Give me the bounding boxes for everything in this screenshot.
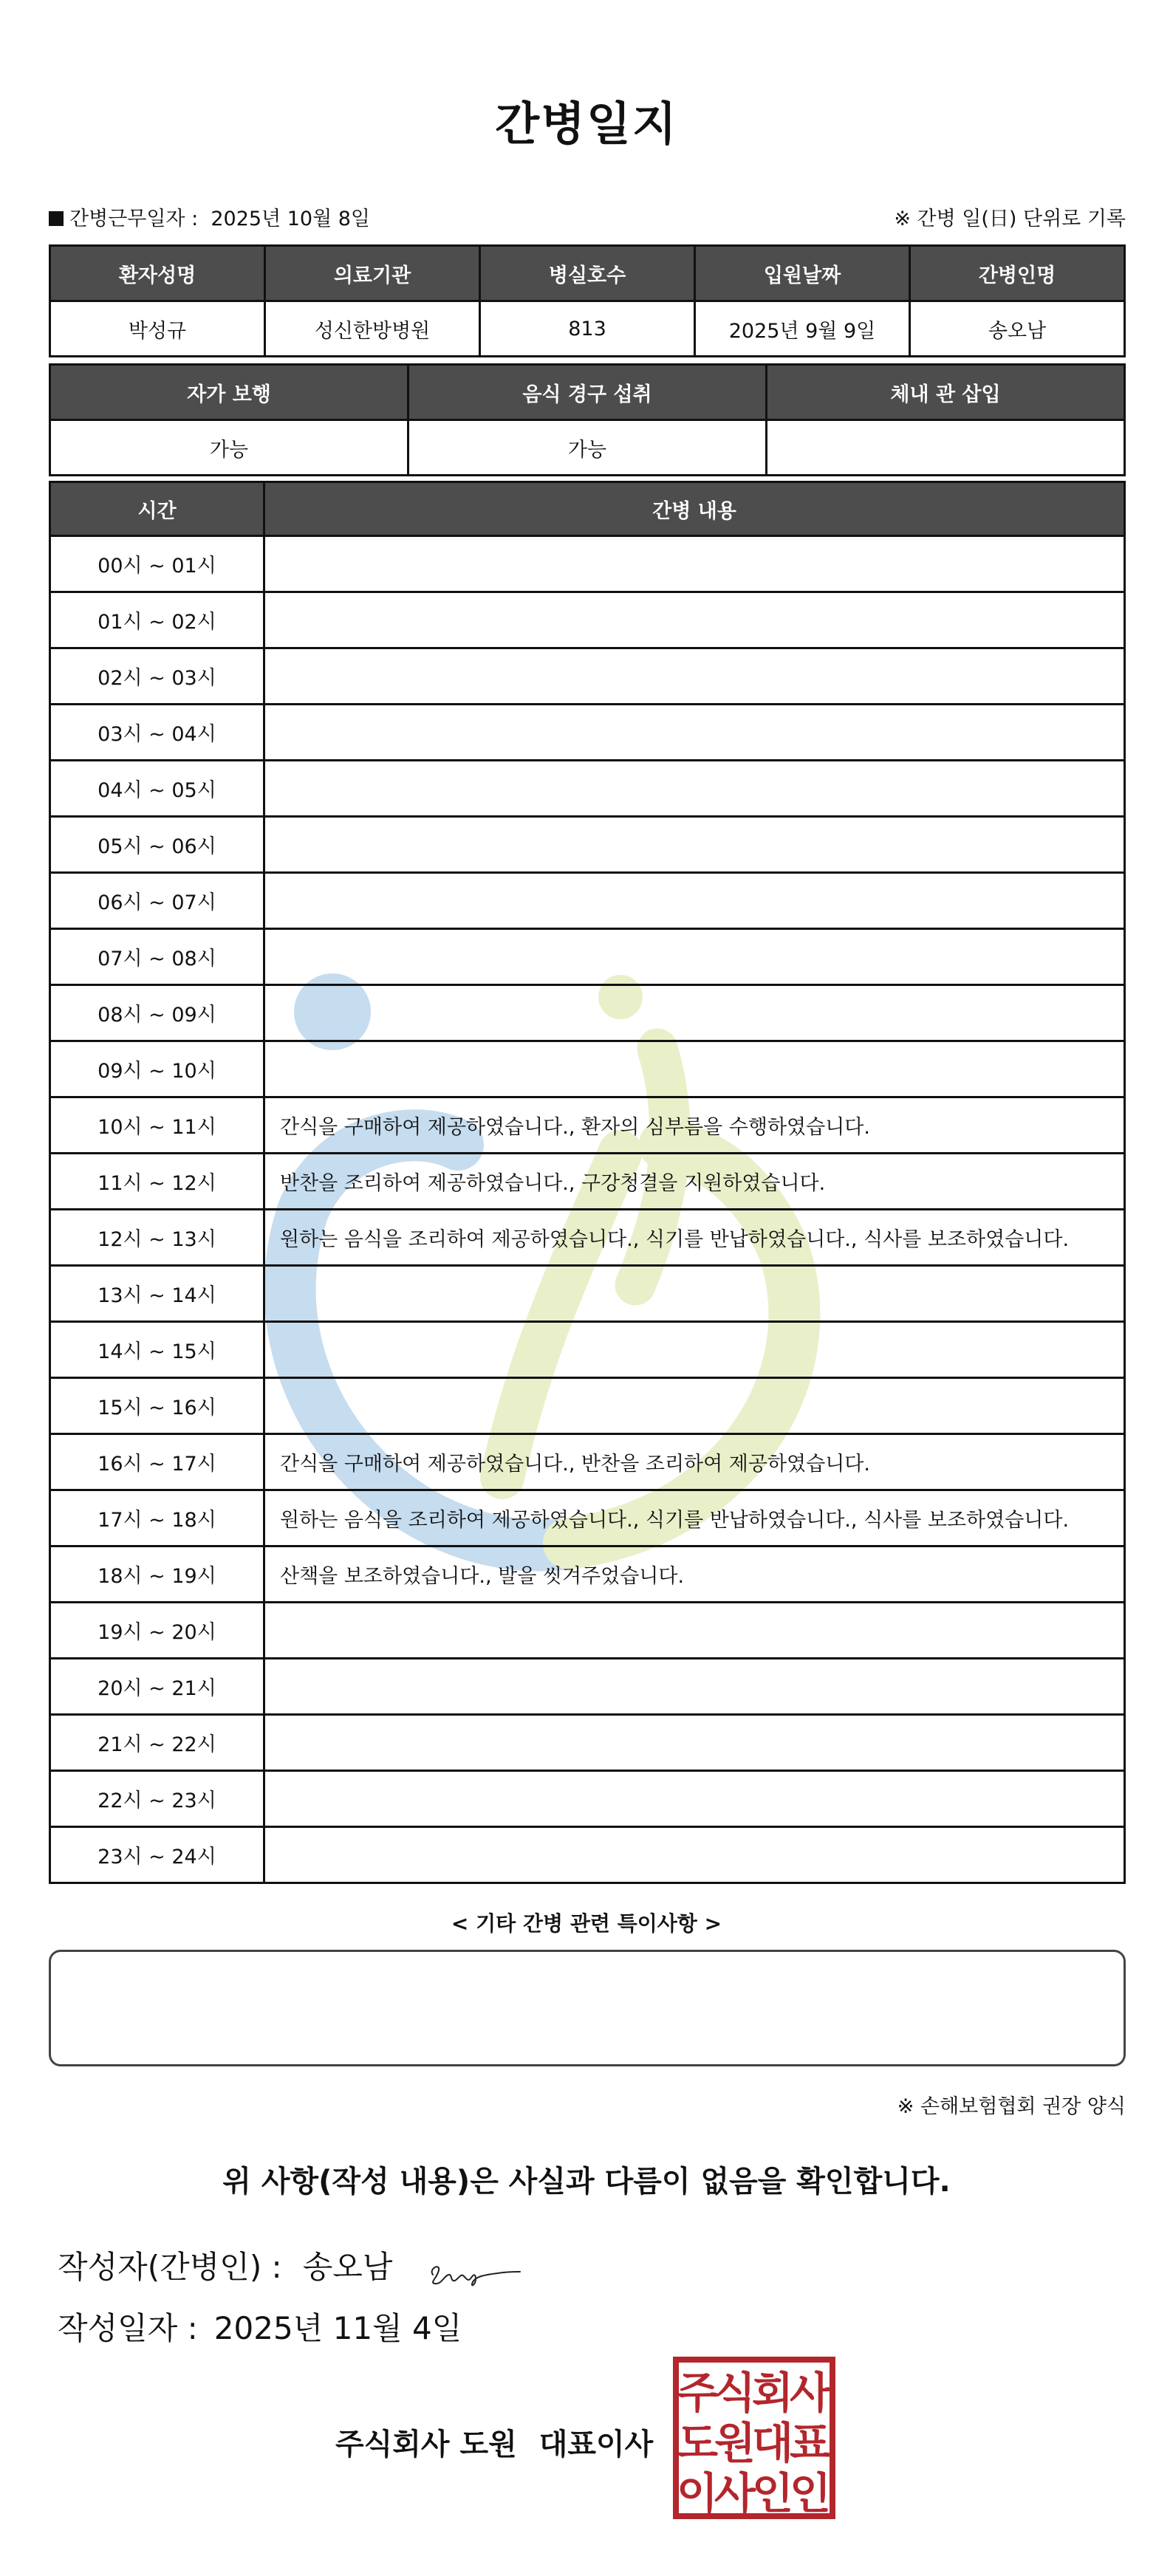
seal-char: 회 [751,2368,794,2418]
table-row [50,1378,1125,1434]
care-log-rows [50,536,1125,1883]
table-row [50,1715,1125,1771]
care-content-cell: 원하는 음식을 조리하여 제공하였습니다., 식기를 반납하였습니다., 식사를 보조하였습니다. [264,1210,1125,1266]
seal-char: 대 [751,2418,794,2468]
time-cell: 18시 ~ 19시 [50,1546,264,1603]
time-cell: 04시 ~ 05시 [50,761,264,817]
patient-info-table [49,244,1126,357]
work-date-label: 간병근무일자 : [69,208,199,230]
time-cell: 02시 ~ 03시 [50,648,264,705]
admission-date-value: 2025년 9월 9일 [695,301,910,357]
work-date-value: 2025년 10월 8일 [211,208,371,230]
writer-line [58,2243,392,2287]
seal-char: 사 [714,2468,756,2518]
care-content-cell [264,536,1125,592]
tube-value [767,420,1125,476]
company-name: 주식회사 도원 [335,2428,517,2462]
time-cell: 08시 ~ 09시 [50,985,264,1041]
header-walking: 자가 보행 [50,365,408,420]
time-cell: 16시 ~ 17시 [50,1434,264,1490]
time-cell: 19시 ~ 20시 [50,1603,264,1659]
room-value: 813 [480,301,695,357]
care-content-cell [264,705,1125,761]
company-seal-stamp [672,2356,836,2520]
care-content-cell [264,985,1125,1041]
table-row [50,1322,1125,1378]
seal-char: 원 [714,2418,756,2468]
time-cell: 23시 ~ 24시 [50,1827,264,1883]
header-room: 병실호수 [480,246,695,301]
table-row [50,1546,1125,1603]
work-date-line [49,202,370,231]
time-cell: 17시 ~ 18시 [50,1490,264,1546]
table-row [50,1266,1125,1322]
table-row [50,761,1125,817]
table-row [50,817,1125,873]
oral-intake-value: 가능 [408,420,767,476]
care-content-cell [264,1771,1125,1827]
form-footnote: ※ 손해보험협회 권장 양식 [897,2095,1126,2118]
care-content-cell [264,648,1125,705]
time-cell: 12시 ~ 13시 [50,1210,264,1266]
record-unit-note: ※ 간병 일(日) 단위로 기록 [894,208,1126,230]
walking-value: 가능 [50,420,408,476]
seal-char: 이 [676,2468,719,2518]
care-content-cell [264,1659,1125,1715]
table-row [50,1771,1125,1827]
table-row [50,1097,1125,1154]
company-role: 대표이사 [538,2428,654,2462]
care-content-cell: 반찬을 조리하여 제공하였습니다., 구강청결을 지원하였습니다. [264,1154,1125,1210]
written-date-line [58,2304,462,2349]
header-care-content: 간병 내용 [264,482,1125,536]
table-row [50,536,1125,592]
company-line [335,2421,653,2463]
table-row [50,705,1125,761]
care-log-table [49,481,1126,1884]
table-row [50,985,1125,1041]
ability-table [49,363,1126,476]
time-cell: 05시 ~ 06시 [50,817,264,873]
time-cell: 21시 ~ 22시 [50,1715,264,1771]
table-row [50,592,1125,648]
header-admission-date: 입원날짜 [695,246,910,301]
time-cell: 06시 ~ 07시 [50,873,264,929]
time-cell: 09시 ~ 10시 [50,1041,264,1097]
time-cell: 13시 ~ 14시 [50,1266,264,1322]
header-hospital: 의료기관 [265,246,480,301]
writer-label: 작성자(간병인) : [58,2249,282,2285]
care-content-cell [264,761,1125,817]
time-cell: 10시 ~ 11시 [50,1097,264,1154]
written-date-value: 2025년 11월 4일 [213,2310,462,2346]
care-content-cell [264,817,1125,873]
notes-title: < 기타 간병 관련 특이사항 > [451,1911,722,1936]
care-content-cell: 산책을 보조하였습니다., 발을 씻겨주었습니다. [264,1546,1125,1603]
care-content-cell: 원하는 음식을 조리하여 제공하였습니다., 식기를 반납하였습니다., 식사를 보조하였습니다. [264,1490,1125,1546]
square-bullet-icon [49,211,64,226]
care-content-cell [264,1603,1125,1659]
confirmation-statement: 위 사항(작성 내용)은 사실과 다름이 없음을 확인합니다. [222,2165,951,2199]
header-time: 시간 [50,482,264,536]
header-caregiver: 간병인명 [910,246,1125,301]
header-tube: 체내 관 삽입 [767,365,1125,420]
time-cell: 14시 ~ 15시 [50,1322,264,1378]
table-row [50,1154,1125,1210]
time-cell: 22시 ~ 23시 [50,1771,264,1827]
time-cell: 07시 ~ 08시 [50,929,264,985]
table-row [50,1041,1125,1097]
header-oral-intake: 음식 경구 섭취 [408,365,767,420]
signature-icon [427,2253,523,2289]
table-row [50,1659,1125,1715]
table-row [50,1603,1125,1659]
time-cell: 00시 ~ 01시 [50,536,264,592]
time-cell: 15시 ~ 16시 [50,1378,264,1434]
care-content-cell [264,1827,1125,1883]
care-content-cell [264,1715,1125,1771]
care-content-cell [264,1322,1125,1378]
care-content-cell [264,873,1125,929]
table-row [50,873,1125,929]
care-content-cell: 간식을 구매하여 제공하였습니다., 반찬을 조리하여 제공하였습니다. [264,1434,1125,1490]
notes-box [49,1950,1126,2066]
time-cell: 03시 ~ 04시 [50,705,264,761]
table-row [50,1434,1125,1490]
seal-char: 주 [676,2368,719,2418]
time-cell: 20시 ~ 21시 [50,1659,264,1715]
seal-char: 식 [714,2368,756,2418]
caregiver-value: 송오남 [910,301,1125,357]
seal-char: 도 [676,2418,719,2468]
table-row [50,648,1125,705]
hospital-value: 성신한방병원 [265,301,480,357]
written-date-label: 작성일자 : [58,2310,198,2346]
care-content-cell [264,1041,1125,1097]
table-row [50,1490,1125,1546]
table-row [50,929,1125,985]
time-cell: 11시 ~ 12시 [50,1154,264,1210]
seal-char: 인 [751,2468,794,2518]
table-row [50,1210,1125,1266]
care-content-cell [264,1378,1125,1434]
table-row [50,1827,1125,1883]
page-title: 간병일지 [495,97,678,151]
care-content-cell [264,592,1125,648]
seal-char: 인 [789,2468,832,2518]
care-content-cell [264,1266,1125,1322]
patient-name-value: 박성규 [50,301,265,357]
care-content-cell: 간식을 구매하여 제공하였습니다., 환자의 심부름을 수행하였습니다. [264,1097,1125,1154]
care-content-cell [264,929,1125,985]
seal-char: 표 [789,2418,832,2468]
writer-name: 송오남 [302,2249,393,2285]
time-cell: 01시 ~ 02시 [50,592,264,648]
header-patient-name: 환자성명 [50,246,265,301]
seal-char: 사 [789,2368,832,2418]
